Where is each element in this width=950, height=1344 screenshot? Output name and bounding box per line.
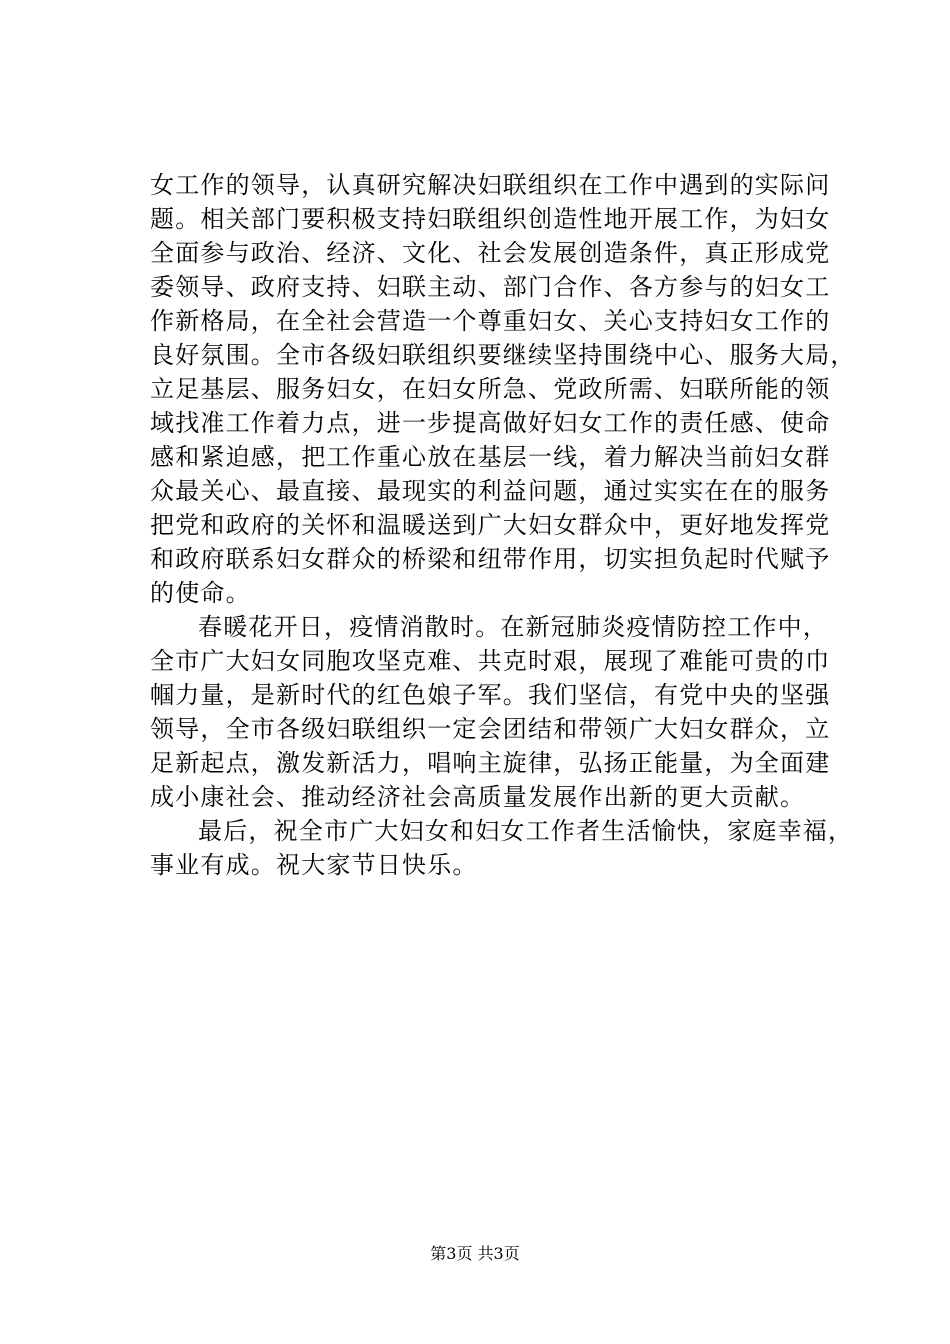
text-line: 委领导、政府支持、妇联主动、部门合作、各方参与的妇女工 — [150, 273, 831, 301]
paragraph-2 — [150, 610, 850, 814]
text-line: 足新起点，激发新活力，唱响主旋律，弘扬正能量，为全面建 — [150, 749, 831, 777]
text-line: 把党和政府的关怀和温暖送到广大妇女群众中，更好地发挥党 — [150, 511, 831, 539]
text-line: 最后，祝全市广大妇女和妇女工作者生活愉快，家庭幸福， — [198, 817, 854, 845]
text-line: 春暖花开日，疫情消散时。在新冠肺炎疫情防控工作中， — [198, 613, 828, 641]
text-line: 全市广大妇女同胞攻坚克难、共克时艰，展现了难能可贵的巾 — [150, 647, 831, 675]
text-line: 领导，全市各级妇联组织一定会团结和带领广大妇女群众，立 — [150, 715, 831, 743]
text-line: 众最关心、最直接、最现实的利益问题，通过实实在在的服务 — [150, 477, 831, 505]
text-line: 良好氛围。全市各级妇联组织要继续坚持围绕中心、服务大局， — [150, 341, 856, 369]
text-line: 事业有成。祝大家节日快乐。 — [150, 851, 478, 879]
text-line: 作新格局，在全社会营造一个尊重妇女、关心支持妇女工作的 — [150, 307, 831, 335]
page-footer — [0, 1244, 950, 1264]
text-line: 帼力量，是新时代的红色娘子军。我们坚信，有党中央的坚强 — [150, 681, 831, 709]
text-line: 和政府联系妇女群众的桥梁和纽带作用，切实担负起时代赋予 — [150, 545, 831, 573]
text-line: 成小康社会、推动经济社会高质量发展作出新的更大贡献。 — [150, 783, 806, 811]
text-line: 立足基层、服务妇女，在妇女所急、党政所需、妇联所能的领 — [150, 375, 831, 403]
text-line: 的使命。 — [150, 579, 251, 607]
text-line: 全面参与政治、经济、文化、社会发展创造条件，真正形成党 — [150, 239, 831, 267]
page-number: 第3页 — [430, 1244, 473, 1263]
text-line: 女工作的领导，认真研究解决妇联组织在工作中遇到的实际问 — [150, 171, 831, 199]
paragraph-1 — [150, 168, 856, 610]
document-body — [150, 168, 856, 882]
text-line: 域找准工作着力点，进一步提高做好妇女工作的责任感、使命 — [150, 409, 831, 437]
text-line: 感和紧迫感，把工作重心放在基层一线，着力解决当前妇女群 — [150, 443, 831, 471]
text-line: 题。相关部门要积极支持妇联组织创造性地开展工作，为妇女 — [150, 205, 831, 233]
page-total: 共3页 — [477, 1244, 520, 1263]
paragraph-3 — [150, 814, 854, 882]
